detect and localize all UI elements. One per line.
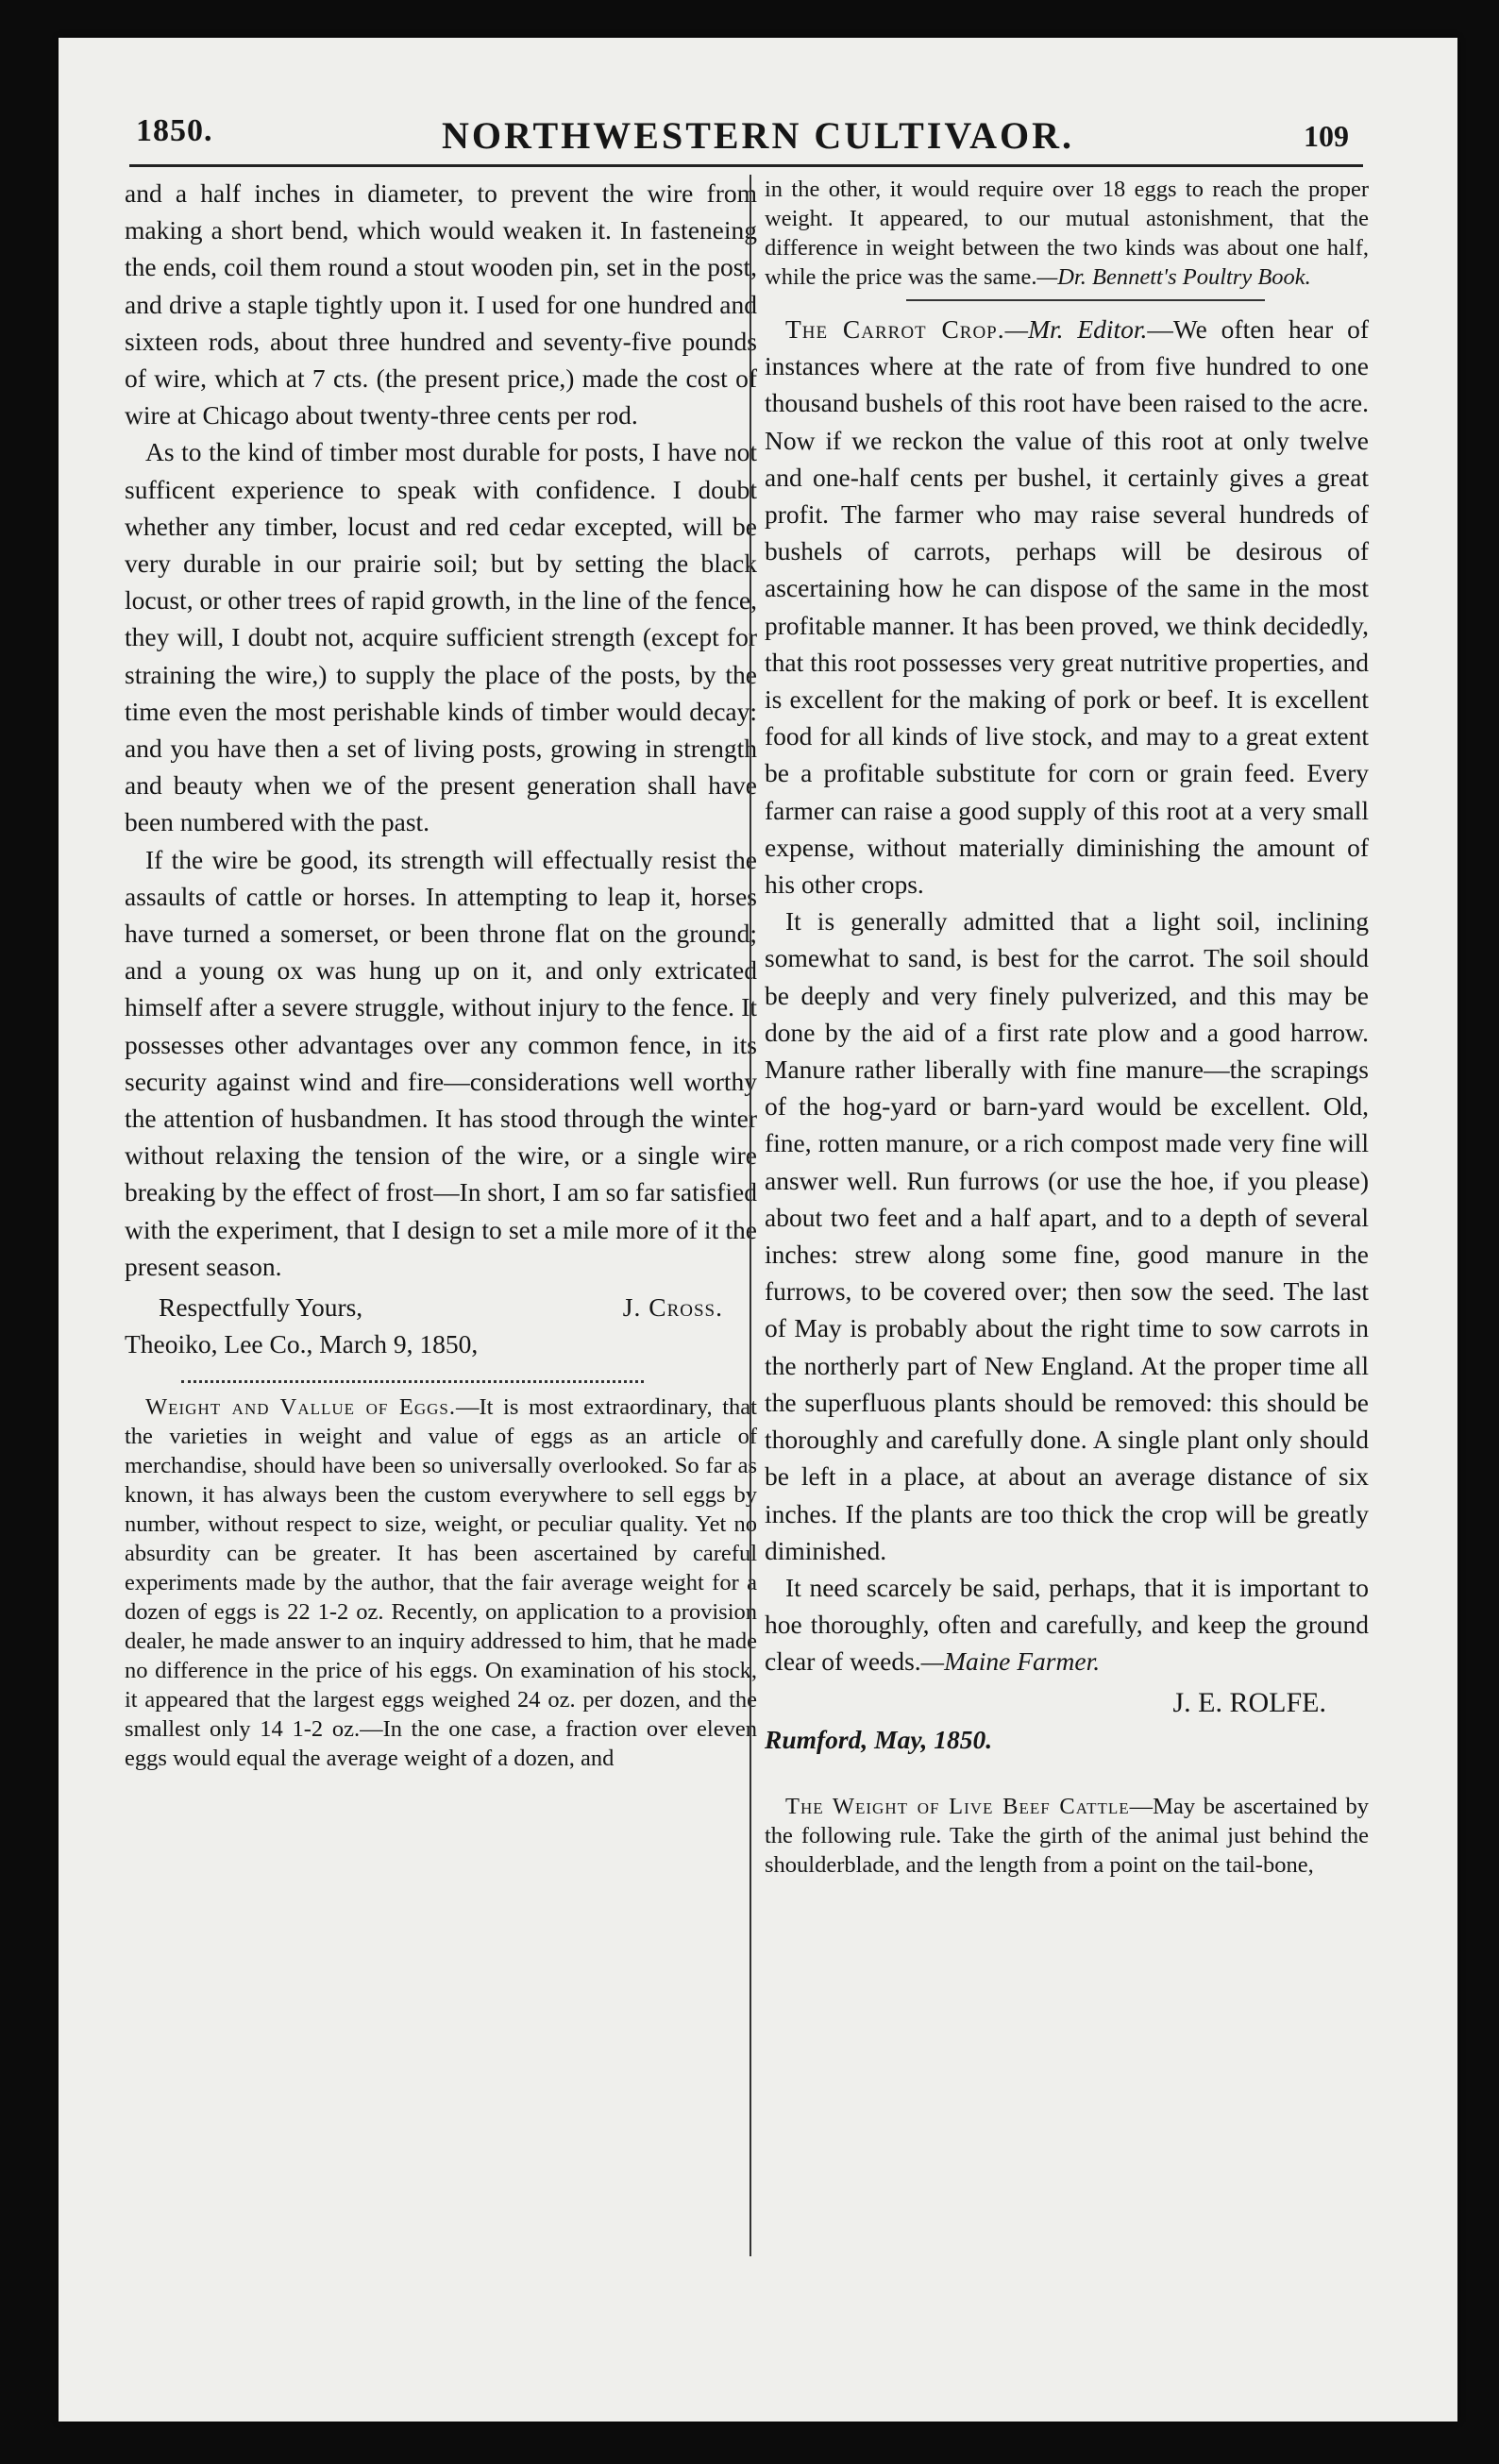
page-number: 109: [1304, 119, 1349, 153]
carrot-paragraph-3: [765, 1569, 1369, 1680]
section-divider: [906, 299, 1265, 301]
eggs-continued-text: in the other, it would require over 18 eggs to reach the proper weight. It appeared, to our mutual astonishment, that the difference in weight between the two kinds was about one half, while the price was the same.: [765, 177, 1369, 290]
wire-fence-paragraph-1: and a half inches in diameter, to prevent the wire from making a short bend, which would weaken it. In fasteneing the ends, coil them round a stout wooden pin, set in the post, and drive a staple tightly upon it. I used for one hundred and sixteen rods, about three hundred and seventy-five pounds of wire, which at 7 cts. (the present price,) made the cost of wire at Chicago about twenty-three cents per rod.: [125, 178, 757, 430]
letter-closing: Respectfully Yours,: [159, 1292, 363, 1323]
left-column: [125, 175, 757, 1773]
publication-title: NORTHWESTERN CULTIVAOR.: [442, 114, 1074, 157]
section-divider: [181, 1371, 644, 1383]
letter-signature-line: [159, 1289, 723, 1325]
carrot-place-date: Rumford, May, 1850.: [765, 1724, 993, 1754]
right-column: [765, 175, 1369, 1880]
carrot-text-3: It need scarcely be said, perhaps, that it is important to hoe thoroughly, often and carefully, and keep the ground clear of weeds.: [765, 1572, 1369, 1677]
eggs-heading: Weight and Vallue of Eggs.: [145, 1393, 457, 1420]
wire-fence-paragraph-3: If the wire be good, its strength will effectually resist the assaults of cattle or horses. In attempting to leap it, horses have turned a somerset, or been throne flat on the ground; and a young ox was hung up on it, and only extricated himself after a severe struggle, without injury to the fence. It possesses other advantages over any common fence, in its security against wind and fire—considerations well worthy the attention of husbandmen. It has stood through the winter without relaxing the tension of the wire, or a single wire breaking by the effect of frost—In short, I am so far satisfied with the experiment, that I design to set a mile more of it the present season.: [125, 844, 757, 1281]
letter-signer: J. Cross.: [622, 1292, 723, 1323]
column-rule: [750, 175, 751, 2256]
letter-dateline: Theoiko, Lee Co., March 9, 1850,: [125, 1329, 479, 1359]
eggs-article-continued: [765, 175, 1369, 292]
beef-article: [765, 1792, 1369, 1880]
carrot-heading: The Carrot Crop.: [785, 314, 1005, 344]
header-year: 1850.: [136, 113, 213, 148]
carrot-paragraph-2: It is generally admitted that a light soil, inclining somewhat to sand, is best for the carrot. The soil should be deeply and very finely pulverized, and this may be done by the aid of a first rate plow and a good harrow. Manure rather liberally with fine manure—the scrapings of the hog-yard or barn-yard would be excellent. Old, fine, rotten manure, or a rich compost made very fine will answer well. Run furrows (or use the hoe, if you please) about two feet and a half apart, and to a depth of several inches: strew along some fine, good manure in the furrows, to be covered over; then sow the seed. The last of May is probably about the right time to sow carrots in the northerly part of New England. At the proper time all the superfluous plants should be removed: this should be thoroughly and carefully done. A single plant only should be left in a place, at about an average distance of six inches. If the plants are too thick the crop will be greatly diminished.: [765, 906, 1369, 1565]
page-header: [59, 113, 1457, 170]
wire-fence-paragraph-2: As to the kind of timber most durable for posts, I have not sufficent experience to speak with confidence. I doubt whether any timber, locust and red cedar excepted, will be very durable in our prairie soil; but by setting the black locust, or other trees of rapid growth, in the line of the fence, they will, I doubt not, acquire sufficient strength (except for straining the wire,) to supply the place of the posts, by the time even the most perishable kinds of timber would decay: and you have then a set of living posts, growing in strength and beauty when we of the present generation shall have been numbered with the past.: [125, 437, 757, 837]
beef-heading: The Weight of Live Beef Cattle: [785, 1793, 1130, 1819]
carrot-source: —Maine Farmer.: [920, 1646, 1101, 1677]
eggs-source: —Dr. Bennett's Poultry Book.: [1036, 264, 1311, 290]
carrot-text-1: —We often hear of instances where at the rate of from five hundred to one thousand bushels of this root have been raised to the acre. Now if we reckon the value of this root at only twelve and one-half cents per bushel, it certainly gives a great profit. The farmer who may raise several hundreds of bushels of carrots, perhaps will be desirous of ascertaining how he can dispose of the same in the most profitable manner. It has been proved, we think decidedly, that this root possesses very great nutritive properties, and is excellent for the making of pork or beef. It is excellent food for all kinds of live stock, and may to a great extent be a profitable substitute for corn or grain feed. Every farmer can raise a good supply of this root at a very small expense, without materially diminishing the amount of his other crops.: [765, 314, 1369, 900]
carrot-paragraph-1: [765, 311, 1369, 903]
section-gap: [765, 1758, 1369, 1792]
carrot-addressee: —Mr. Editor.: [1004, 314, 1148, 344]
newspaper-page: [59, 38, 1457, 2422]
header-rule: [129, 164, 1363, 167]
beef-text: —May be ascertained by the following rule. Take the girth of the animal just behind the shoulderblade, and the length from a point on the tail-bone,: [765, 1793, 1369, 1878]
carrot-signer: J. E. ROLFE.: [1172, 1686, 1326, 1718]
eggs-text: —It is most extraordinary, that the varieties in weight and value of eggs as an article of merchandise, should have been so universally overlooked. So far as known, it has always been the custom everywhere to sell eggs by number, without respect to size, weight, or peculiar quality. Yet no absurdity can be greater. It has been ascertained by careful experiments made by the author, that the fair average weight for a dozen of eggs is 22 1-2 oz. Recently, on application to a provision dealer, he made answer to an inquiry addressed to him, that he made no difference in the price of his eggs. On examination of his stock, it appeared that the largest eggs weighed 24 oz. per dozen, and the smallest only 14 1-2 oz.—In the one case, a fraction over eleven eggs would equal the average weight of a dozen, and: [125, 1393, 757, 1771]
eggs-article: [125, 1392, 757, 1773]
